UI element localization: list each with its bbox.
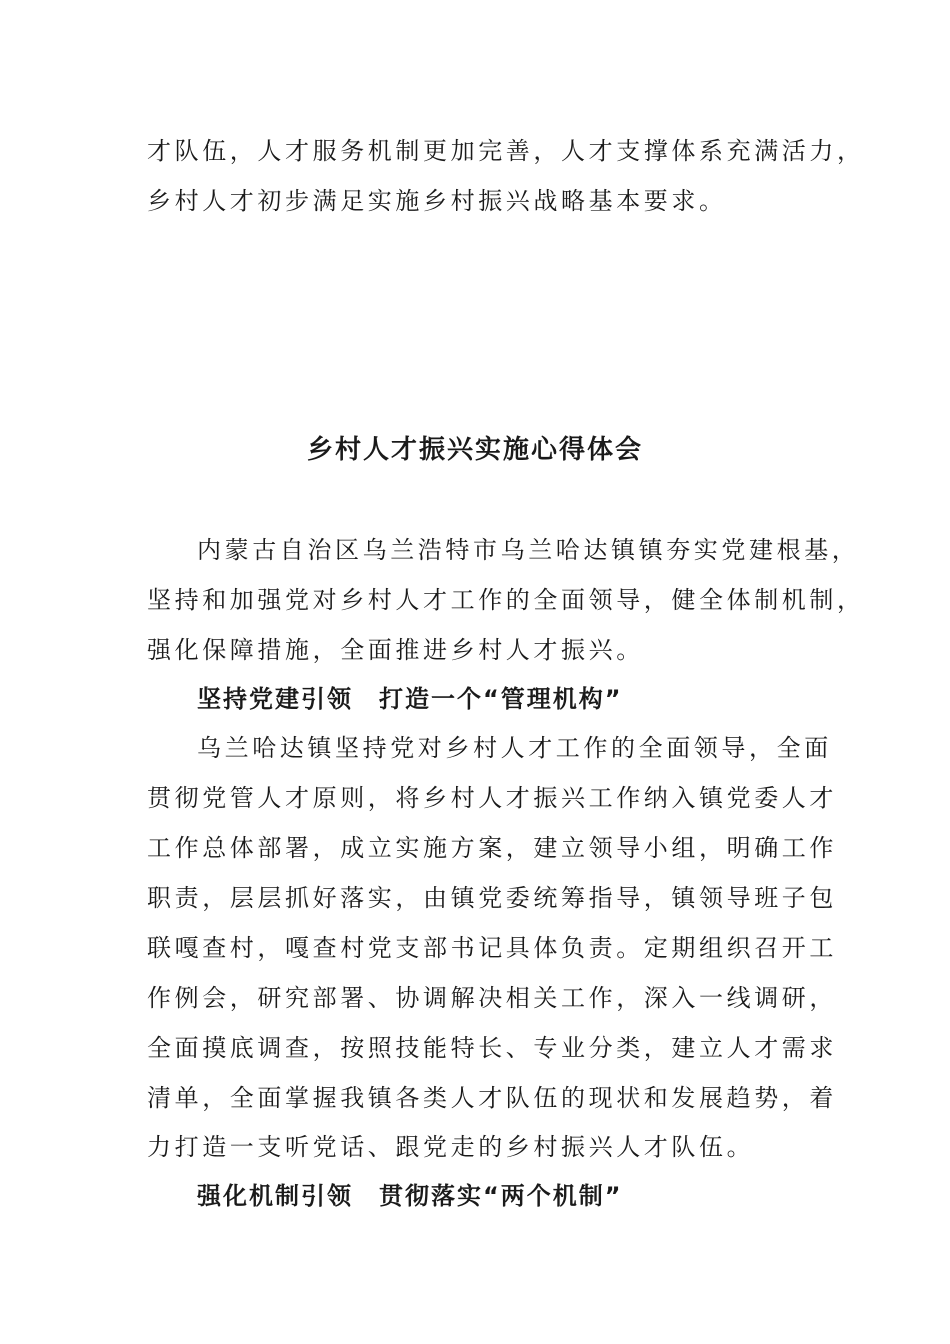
intro-line-2: 坚持和加强党对乡村人才工作的全面领导，健全体制机制， xyxy=(147,586,865,614)
intro-line-3: 强化保障措施，全面推进乡村人才振兴。 xyxy=(147,636,644,664)
section1-line-2: 贯彻党管人才原则，将乡村人才振兴工作纳入镇党委人才 xyxy=(147,784,837,812)
continuation-line-1: 才队伍，人才服务机制更加完善，人才支撑体系充满活力， xyxy=(147,137,865,165)
section1-line-8: 清单，全面掌握我镇各类人才队伍的现状和发展趋势，着 xyxy=(147,1084,837,1112)
article-title: 乡村人才振兴实施心得体会 xyxy=(306,435,643,465)
section1-line-6: 作例会，研究部署、协调解决相关工作，深入一线调研， xyxy=(147,984,837,1012)
section1-line-3: 工作总体部署，成立实施方案，建立领导小组，明确工作 xyxy=(147,834,837,862)
section1-line-9: 力打造一支听党话、跟党走的乡村振兴人才队伍。 xyxy=(147,1133,755,1161)
section1-line-5: 联嘎查村，嘎查村党支部书记具体负责。定期组织召开工 xyxy=(147,934,837,962)
section1-line-7: 全面摸底调查，按照技能特长、专业分类，建立人才需求 xyxy=(147,1034,837,1062)
section1-line-4: 职责，层层抓好落实，由镇党委统筹指导，镇领导班子包 xyxy=(147,884,837,912)
section1-line-1: 乌兰哈达镇坚持党对乡村人才工作的全面领导，全面 xyxy=(197,734,832,762)
section1-heading: 坚持党建引领 打造一个“管理机构” xyxy=(197,685,623,713)
section2-heading: 强化机制引领 贯彻落实“两个机制” xyxy=(197,1182,623,1210)
intro-line-1: 内蒙古自治区乌兰浩特市乌兰哈达镇镇夯实党建根基， xyxy=(197,536,860,564)
continuation-line-2: 乡村人才初步满足实施乡村振兴战略基本要求。 xyxy=(147,187,727,215)
